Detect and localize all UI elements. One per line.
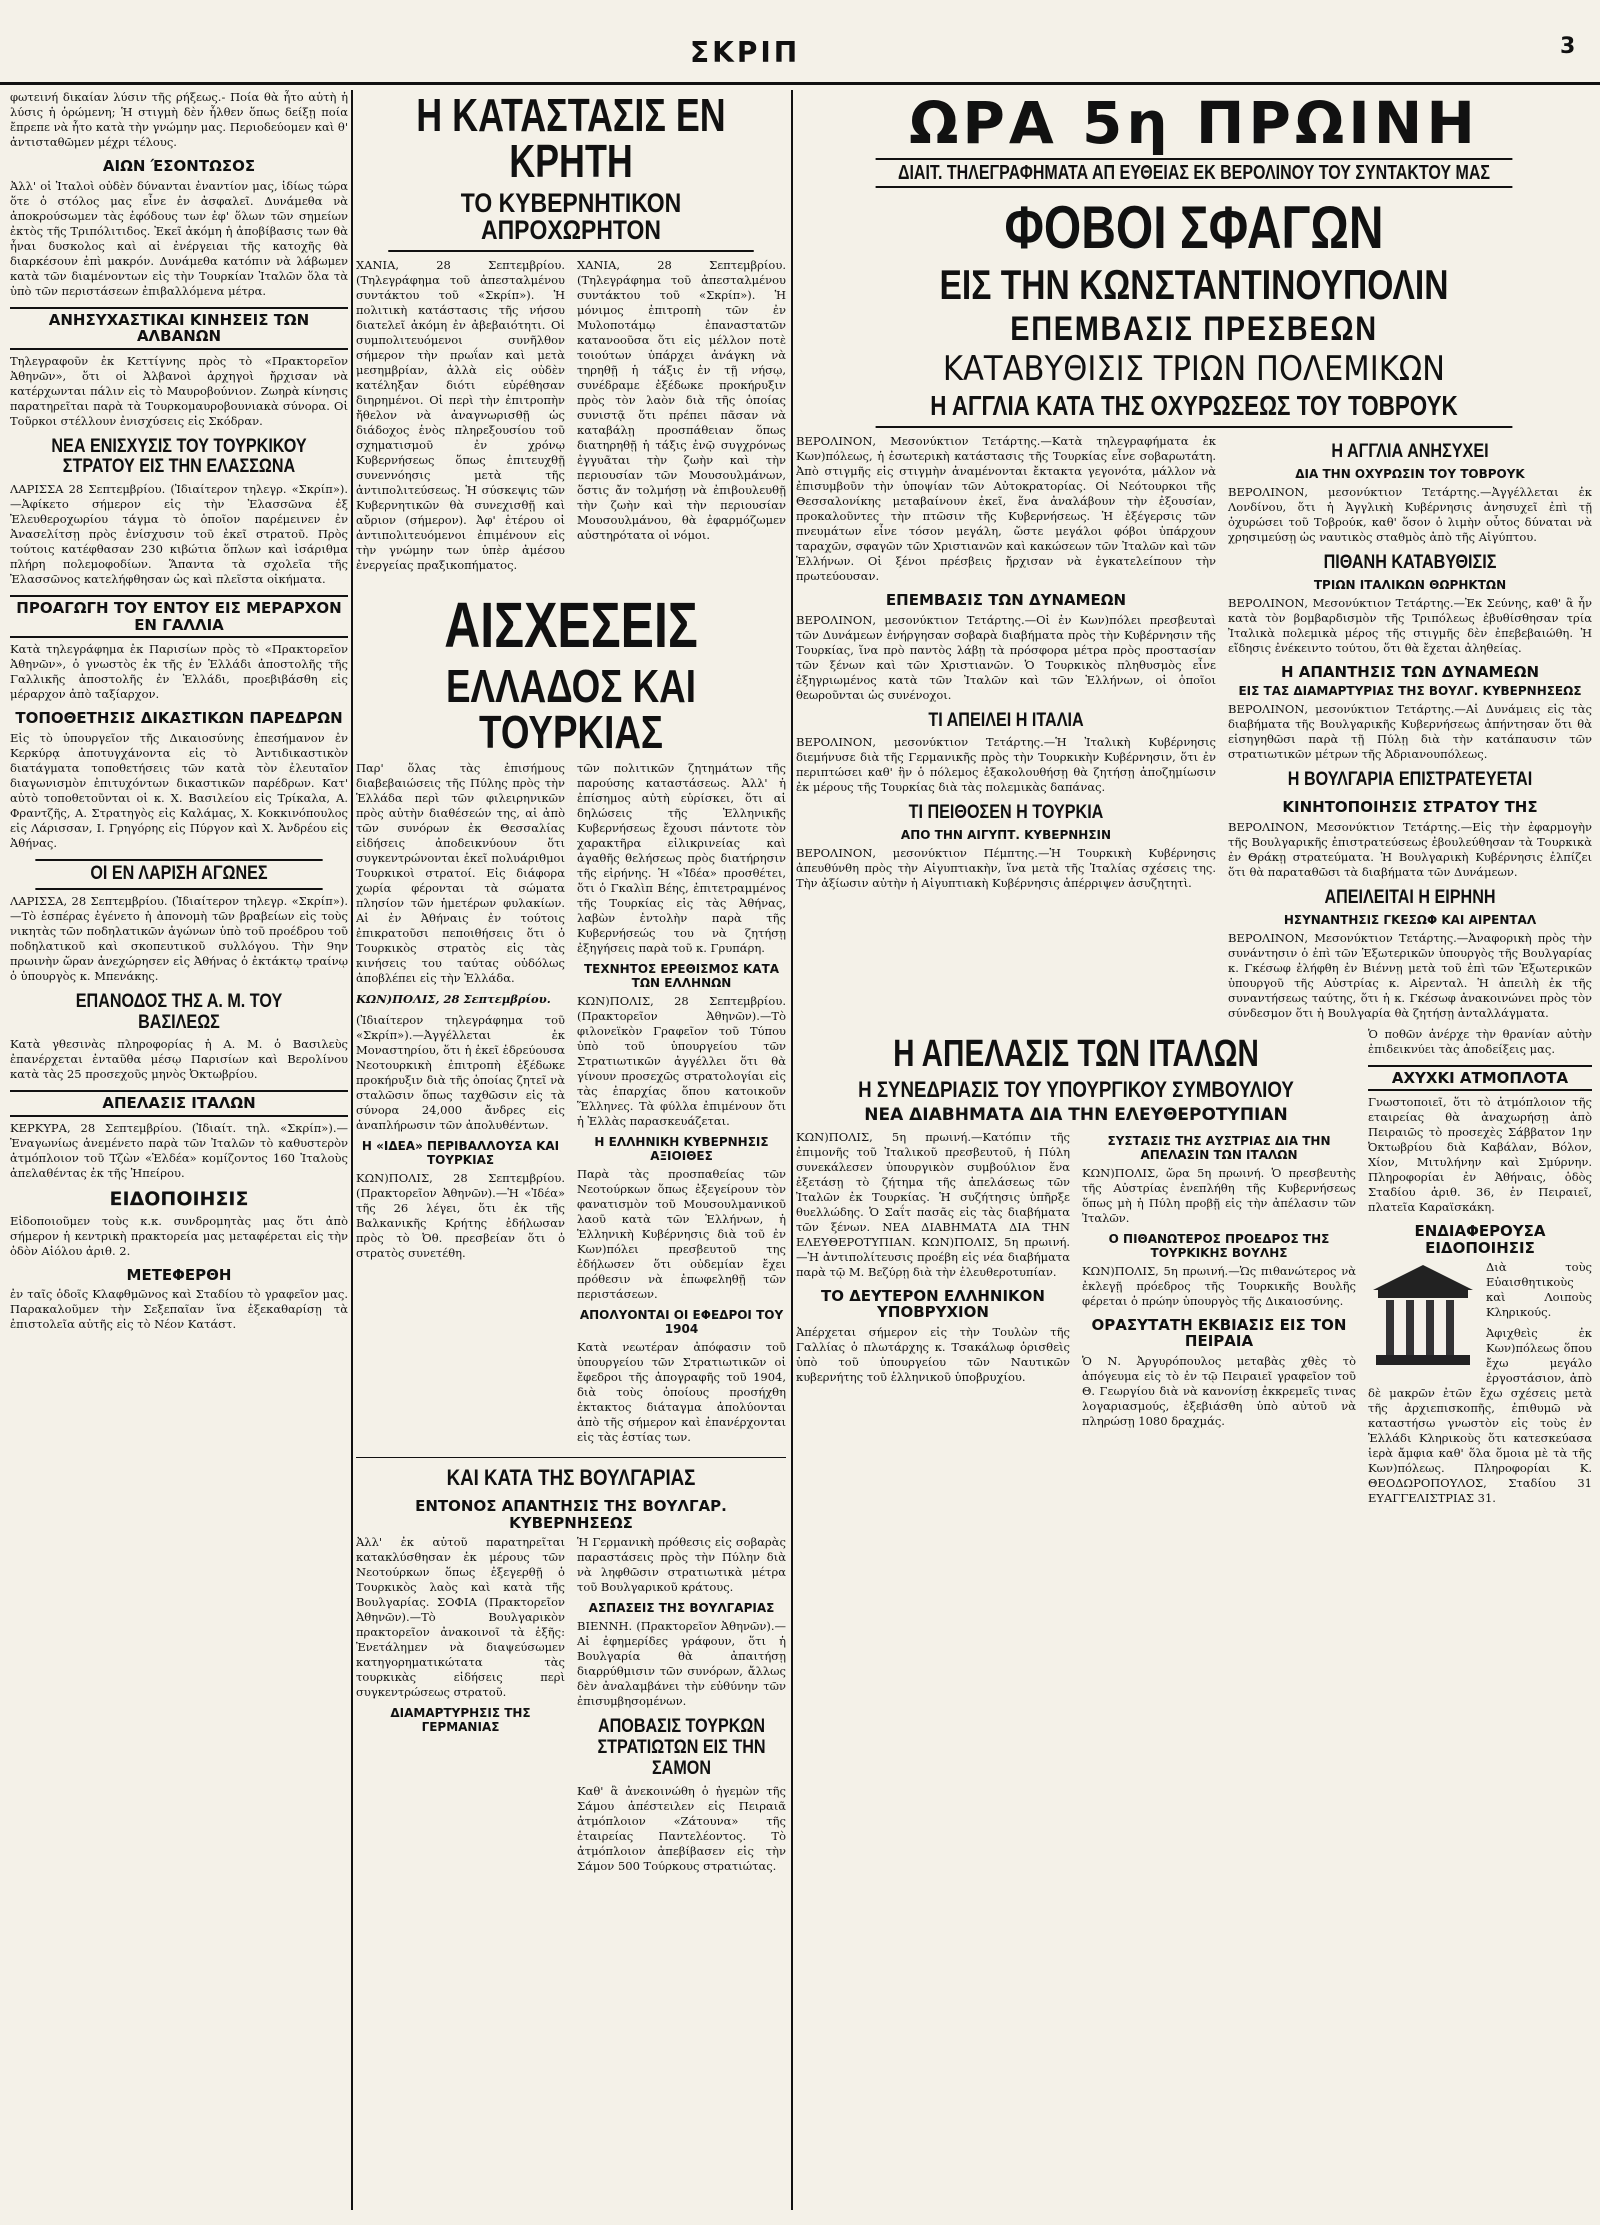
section-heading: ΟΙ ΕΝ ΛΑΡΙΣΗ ΑΓΩΝΕΣ [35,859,322,890]
section-heading: ΚΑΙ ΚΑΤΑ ΤΗΣ ΒΟΥΛΓΑΡΙΑΣ [446,1465,696,1490]
column-right [796,90,1592,2210]
article-text: Καθ' ἃ ἀνεκοινώθη ὁ ἠγεμὼν τῆς Σάμου ἀπέστειλεν εἰς Πειραιᾶ ἀτμόπλοιον «Ζάτουνα» τῆς ἑταιρείας Παντελέοντος. Τὸ ἀτμόπλοιον ἀπεβίβασεν εἰς τὴν Σάμον 500 Τούρκους στρατιώτας. [577,1783,786,1873]
article-text: Ὁ Ν. Ἀργυρόπουλος μεταβὰς χθὲς τὸ ἀπόγευμα εἰς τὸ ἐν τῷ Πειραιεῖ γραφεῖον τοῦ Θ. Γεωργίου διὰ νὰ κανονίσῃ ἐκκρεμεῖς τινας λογαριασμούς, ἐξεβιάσθη ὑπὸ αὐτοῦ νὰ πληρώσῃ 1080 δραχμάς. [1082,1353,1356,1428]
article-text: ΧΑΝΙΑ, 28 Σεπτεμβρίου. (Τηλεγράφημα τοῦ ἀπεσταλμένου συντάκτου τοῦ «Σκρίπ»). Ἡ μόνιμος ἐπιτροπὴ τῶν ἐν Μυλοποτάμῳ ἐπαναστατῶν κατανοοῦσα ὅτι εἰς μέλλον ποτὲ τοιούτων ὑπάρχει ἀνάγκη νὰ τηρηθῇ ἡ τάξις ἐν τῇ νήσῳ, συνέδραμε ἐξέδωκε προκήρυξιν πρὸς τὸν λαὸν διὰ τῆς ὁποίας συνιστᾷ ὅτι πρέπει πᾶσαν νὰ καταβάλῃ προσπάθειαν ὅπως διατηρηθῇ ἡ τάξις ἐνῷ συγχρόνως ἐγγυᾶται τὴν ζωὴν καὶ τὴν περιουσίαν τῶν Μουσουλμάνων, ὅστις ἄν τολμήσῃ νὰ ἐπιβουλευθῇ τὴν ζωὴν καὶ τὴν περιουσίαν Μουσουλμάνου, θὰ ἐφαρμόζωμεν αὐστηρότατα οἱ νόμοι. [577,258,786,542]
article-text: ΒΕΡΟΛΙΝΟΝ, μεσονύκτιον Πέμπτης.—Ἡ Τουρκικὴ Κυβέρνησις ἀπευθύνθη πρὸς τὴν Αἰγυπτιακὴν, ἵνα μετὰ τῆς Ἰταλίας σχέσεις της. Τὴν ἀξίωσιν αὐτὴν ἡ Αἰγυπτιακὴ Κυβέρνησις ἀπέρριψεν ἀσυζητητὶ. [796,846,1216,891]
article-text: Ἀφιχθεὶς ἐκ Κων)πόλεως ὅπου ἔχω μεγάλο ἐργοστάσιον, ἀπὸ δὲ μακρῶν ἐτῶν ἔχω σχέσεις μετὰ τῆς ἀρχιεπισκοπῆς, ἐπιθυμῶ νὰ καταστήσω γνωστὸν εἰς τοὺς ἐν Ἑλλάδι Κληρικοὺς ὅτι κατεσκεύασα ἱερὰ ἄμφια καθ' ὅλα ὅμοια μὲ τὰ τῆς Κων)πόλεως. Πληροφορίαι Κ. ΘΕΟΔΩΡΟΠΟΥΛΟΣ, Σταδίου 31 ΕΥΑΓΓΕΛΙΣΤΡΙΑΣ 31. [1368,1326,1592,1506]
article-text: ΚΕΡΚΥΡΑ, 28 Σεπτεμβρίου. (Ἰδιαίτ. τηλ. «Σκρίπ»).—Ἐναγωνίως ἀνεμένετο παρὰ τῶν Ἰταλῶν τὸ καθυστερὸν ἀτμόπλοιον τοῦ Τζὼν «Ἑλδέα» κομίζοντος 160 Ἰταλοὺς ἀπελαθέντας ἐκ τῆς Ἠπείρου. [10,1120,348,1180]
article-text: ΛΑΡΙΣΣΑ, 28 Σεπτεμβρίου. (Ἰδιαίτερον τηλεγρ. «Σκρίπ»).—Τὸ ἑσπέρας ἐγένετο ἡ ἀπονομὴ τῶν βραβείων εἰς τοὺς νικητὰς τῶν ποδηλατικῶν ἀγώνων ὑπὸ τοῦ προέδρου τοῦ ποδηλατικοῦ καὶ σκοπευτικοῦ συλλόγου. Τὴν 9ην πρωινὴν ὥραν ἀνεχώρησεν εἰς Ἀθήνας ὁ ἐκτάκτῳ τραίνῳ ὁ ὑπουργὸς κ. Μπενάκης. [10,893,348,983]
article-text: Γνωστοποιεῖ, ὅτι τὸ ἀτμόπλοιον τῆς εταιρείας θὰ ἀναχωρήσῃ ἀπὸ Πειραιῶς τὸ προσεχὲς Σάββατον 1ην Ὀκτωβρίου διὰ Καβάλαν, Βόλον, Χίον, Μιτυλήνην καὶ Σμύρνην. Πληροφορίαι ἐν Ἀθήναις, ὁδὸς Σταδίου ἀριθ. 36, ἐν Πειραιεῖ, πλατεῖα Καραϊσκάκη. [1368,1095,1592,1215]
two-column-block [356,761,786,1451]
section-heading: ΤΟ ΔΕΥΤΕΡΟΝ ΕΛΛΗΝΙΚΟΝ ΥΠΟΒΡΥΧΙΟΝ [820,1286,1045,1322]
article-text: Κατὰ γθεσινὰς πληροφορίας ἡ Α. Μ. ὁ Βασιλεὺς ἐπανέρχεται ἐνταῦθα μέσῳ Παρισίων καὶ Βερολίνου κατὰ τὰς 25 προσεχοῦς μηνὸς Ὀκτωβρίου. [10,1037,348,1082]
article-text: φωτεινή δικαίαν λύσιν τῆς ρήξεως.- Ποία θὰ ἦτο αὐτὴ ἡ λύσις ἡ ὁρώμενη; Ἡ στιγμὴ δὲν ἦλθεν ὅπως δείξῃ ποία ἔπρεπε νὰ ἦτο κατὰ τὴν γνώμην μας. Περιοδεύομεν καὶ θ' ἀντισταθῶμεν μέχρι τέλους. [10,90,348,149]
subheadline-government: ΤΟ ΚΥΒΕΡΝΗΤΙΚΟΝ ΑΠΡΟΧΩΡΗΤΟΝ [388,190,754,252]
article-text: Παρὰ τὰς προσπαθείας τῶν Νεοτούρκων ὅπως ἐξεγείρουν τὸν φανατισμὸν τοῦ Μουσουλμανικοῦ λαοῦ κατὰ τῶν Ἑλλήνων, ἡ Ἑλληνικὴ Κυβέρνησις διὰ τοῦ ἐν Κων)πόλει πρεσβευτοῦ της ἐδήλωσεν ὅτι οὐδεμίαν ἔχει πρόθεσιν νὰ ἐπωφεληθῇ τῶν περιστάσεων. [577,1167,786,1301]
headline-fears: ΦΟΒΟΙ ΣΦΑΓΩΝ [1004,194,1384,261]
section-subheading: ΔΙΑ ΤΗΝ ΟΧΥΡΩΣΙΝ ΤΟΥ ΤΟΒΡΟΥΚ [1295,466,1525,481]
headline-crete: Η ΚΑΤΑΣΤΑΣΙΣ ΕΝ ΚΡΗΤΗ [416,90,726,187]
headline-greece-turkey: ΕΛΛΑΔΟΣ ΚΑΙ ΤΟΥΡΚΙΑΣ [446,660,696,758]
section-heading: Η ΕΛΛΗΝΙΚΗ ΚΥΒΕΡΝΗΣΙΣ ΑΞΙΟΙΘΕΣ [594,1135,769,1163]
section-heading: ΔΙΑΜΑΡΤΥΡΗΣΙΣ ΤΗΣ ΓΕΡΜΑΝΙΑΣ [390,1706,531,1735]
newspaper-title: ΣΚΡΙΠ [690,36,801,69]
headline-constantinople: ΕΙΣ ΤΗΝ ΚΩΝΣΤΑΝΤΙΝΟΥΠΟΛΙΝ [939,261,1449,308]
article-text: ΚΩΝ)ΠΟΛΙΣ, 5η πρωινή.—Ὡς πιθανώτερος νὰ ἐκλεγῇ πρόεδρος τῆς Τουρκικῆς Βουλῆς φέρεται ὁ πρώην ὑπουργὸς τῆς Δικαιοσύνης. [1082,1263,1356,1308]
section-heading: Η ΑΠΑΝΤΗΣΙΣ ΤΩΝ ΔΥΝΑΜΕΩΝ [1280,662,1540,681]
section-heading: ΑΠΕΙΛΕΙΤΑΙ Η ΕΙΡΗΝΗ [1324,886,1496,908]
section-heading: ΠΙΘΑΝΗ ΚΑΤΑΒΥΘΙΣΙΣ [1323,551,1497,573]
article-text: ΒΕΡΟΛΙΝΟΝ, Μεσονύκτιον Τετάρτης.—Ἐκ Σεύνης, καθ' ἃ ἦν κατὰ τὸν βομβαρδισμὸν τῆς Τριπόλεως ἐβυθίσθησαν τρία Ἰταλικὰ πολεμικὰ μέρος τῆς στιγμῆς δὲν ἐπεβεβαιώθη. Ἡ εἴδησις ἐνέκειντο τούτου, ὅτι θὰ ἔχεται ἀληθείας. [1228,595,1592,655]
section-subheading: ΗΣΥΝΑΝΤΗΣΙΣ ΓΚΕΣΩΦ ΚΑΙ ΑΙΡΕΝΤΑΛ [1283,912,1537,927]
headline-time: ΩΡΑ 5η ΠΡΩΙΝΗ [909,90,1479,157]
article-text: τῶν πολιτικῶν ζητημάτων τῆς παρούσης καταστάσεως. Ἀλλ' ἡ ἐπίσημος αὐτὴ εὑρίσκει, ὅτι αἱ δηλώσεις τῆς Ἑλληνικῆς Κυβερνήσεως ἔχουσι πάντοτε τὸν χαρακτῆρα εἰλικρινείας καὶ ἀγαθῆς θελήσεως πρὸς διατήρησιν τῆς εἰρήνης. Ἡ «Ἰδέα» προσθέτει, ὅτι ὁ Γκαλὶπ Βέης, ἐπιτετραμμένος τῆς Τουρκίας εἰς τὰς Ἀθήνας, λαβὼν ἐντολὴν παρὰ τῆς Κυβερνήσεώς του νὰ ζητήσῃ ἐξηγήσεις παρὰ τοῦ κ. Γρυπάρη. [577,761,786,955]
section-heading: ΤΙ ΑΠΕΙΛΕΙ Η ΙΤΑΛΙΑ [928,709,1084,731]
section-heading: ΤΟΠΟΘΕΤΗΣΙΣ ΔΙΚΑΣΤΙΚΩΝ ΠΑΡΕΔΡΩΝ [15,709,343,728]
section-heading: Η ΒΟΥΛΓΑΡΙΑ ΕΠΙΣΤΡΑΤΕΥΕΤΑΙ [1287,769,1533,791]
article-text: Ἀλλ' οἱ Ἰταλοὶ οὐδὲν δύνανται ἐναντίον μας, ἰδίως τώρα ὅτε ὁ στόλος μας εἶνε ἐν ἀσφαλεῖ. Δυνάμεθα νὰ ἀποκρούσωμεν τὰς ἐφόδους των ἐφ' ὅλων τῶν σημείων ἐκτὸς τῆς Τριπόλιτιδος. Ἐκεῖ ἀκόμη ἡ ἀποβίβασις των θὰ ἦναι δυσκολος καὶ αἱ ἐνέργειαι τῆς κατοχῆς θὰ διαρκέσουν ἐπὶ μακρόν. Δυνάμεθα κατόπιν νὰ λάβωμεν κατὰ τῶν διαμένοντων εἰς τὴν Τουρκίαν Ἰταλῶν ὅλα τὰ ὑπὸ τῶν περιστάσεων ἐπιβαλλόμενα μέτρα. [10,178,348,298]
headline-press: ΝΕΑ ΔΙΑΒΗΜΑΤΑ ΔΙΑ ΤΗΝ ΕΛΕΥΘΕΡΟΤΥΠΙΑΝ [864,1104,1288,1125]
article-text: Ἀπέρχεται σήμερον εἰς τὴν Τουλὼν τῆς Γαλλίας ὁ πλωτάρχης κ. Τσακάλωφ ὁρισθεὶς ὑπὸ τοῦ ὑπουργείου τῶν Ναυτικῶν κυβερνήτης τοῦ ἑλληνικοῦ ὑποβρυχίου. [796,1324,1070,1384]
column-middle [356,90,786,2210]
section-heading: ΣΥΣΤΑΣΙΣ ΤΗΣ ΑΥΣΤΡΙΑΣ ΔΙΑ ΤΗΝ ΑΠΕΛΑΣΙΝ ΤΩΝ ΙΤΑΛΩΝ [1107,1133,1331,1162]
section-heading: ΕΠΑΝΟΔΟΣ ΤΗΣ Α. Μ. ΤΟΥ ΒΑΣΙΛΕΩΣ [75,990,283,1033]
section-heading: ΕΝΤΟΝΟΣ ΑΠΑΝΤΗΣΙΣ ΤΗΣ ΒΟΥΛΓΑΡ. ΚΥΒΕΡΝΗΣΕΩΣ [415,1497,727,1532]
article-text: Εἰς τὸ ὑπουργεῖον τῆς Δικαιοσύνης ἐπεσήμανον ἐν Κερκύρᾳ ἀποτυγχάνοντα εἰς τὸ Ἀντιδικαστικὸν διατάγματα τοποθετήσεις τῶν κατὰ τὸν ἐλευταῖον διαγωνισμὸν ἐπιτυχόντων δικαστικῶν παρέδρων. Κατ' αὐτὸ τοποθετοῦνται οἱ κ. Χ. Βασιλείου εἰς Τρίκαλα, Α. Φραντζῆς, Α. Στρατηγὸς εἰς Καλάμας, Χ. Κοκκινόπουλος εἰς Λάρισσαν, Ι. Γρηγόρης εἰς Πύργον καὶ Χ. Ἀνδρέου εἰς Ἀθήνας. [10,730,348,850]
section-heading: ΤΙ ΠΕΙΘΟΣΕΝ Η ΤΟΥΡΚΙΑ [908,802,1104,824]
section-heading: Η «ΙΔΕΑ» ΠΕΡΙΒΑΛΛΟΥΣΑ ΚΑΙ ΤΟΥΡΚΙΑΣ [361,1139,560,1167]
section-heading: ΠΡΟΑΓΩΓΗ ΤΟΥ ΕΝΤΟΥ ΕΙΣ ΜΕΡΑΡΧΟΝ ΕΝ ΓΑΛΛΙΑ [10,595,348,638]
section-heading: ΑΠΟΒΑΣΙΣ ΤΟΥΡΚΩΝ ΣΤΡΑΤΙΩΤΩΝ ΕΙΣ ΤΗΝ ΣΑΜΟΝ [597,1716,766,1779]
section-subheading: ΕΙΣ ΤΑΣ ΔΙΑΜΑΡΤΥΡΙΑΣ ΤΗΣ ΒΟΥΛΓ. ΚΥΒΕΡΝΗΣΕΩΣ [1238,684,1582,699]
section-heading: ΑΙΩΝ ΈΣΟΝΤΩΣΟΣ [102,157,256,175]
article-text: (Ἰδιαίτερον τηλεγράφημα τοῦ «Σκρίπ»).—Ἀγγέλλεται ἐκ Μοναστηρίου, ὅτι ἡ ἐκεῖ ἑδρεύουσα Νεοτουρκικὴ ἐπιτροπὴ ἐξέδωκε προκήρυξιν διὰ τῆς ὁποίας ζητεῖ νὰ σταλῶσιν ὅπως ταχθῶσιν εἰς τὰ σύνορα 24,000 ἄνδρες εἰς ἀναπλήρωσιν τῶν ἀπολυθέντων. [356,1013,565,1132]
article-text: ΚΩΝ)ΠΟΛΙΣ, 28 Σεπτεμβρίου. (Πρακτορεῖον Ἀθηνῶν).—Ἡ «Ἰδέα» τῆς 26 λέγει, ὅτι ἐκ τῆς Βαλκανικῆς Κρήτης ἐδήλωσαν πρὸς τὸ Ὀθ. πρεσβείαν ὅτι ὁ στρατὸς συνετέθη. [356,1171,565,1260]
article-text: Κατὰ νεωτέραν ἀπόφασιν τοῦ ὑπουργείου τῶν Στρατιωτικῶν οἱ ἔφεδροι τῆς ἀπογραφῆς τοῦ 1904, διὰ τοὺς ὁποίους προσήχθη ἐκτακτος διάταγμα ἀπολύονται ἀπὸ τῆς σήμερον καὶ ἐπανέρχονται εἰς τὰς ἑστίας των. [577,1340,786,1444]
section-subheading: ΚΙΝΗΤΟΠΟΙΗΣΙΣ ΣΤΡΑΤΟΥ ΤΗΣ [1282,798,1538,817]
two-column-block [356,258,786,579]
telegram-banner: ΔΙΑΙΤ. ΤΗΛΕΓΡΑΦΗΜΑΤΑ ΑΠ ΕΥΘΕΙΑΣ ΕΚ ΒΕΡΟΛΙΝΟΥ ΤΟΥ ΣΥΝΤΑΚΤΟΥ ΜΑΣ [876,158,1513,188]
article-text: ΒΕΡΟΛΙΝΟΝ, Μεσονύκτιον Τετάρτης.—Ἀναφορικὴ πρὸς τὴν συνάντησιν ὁ ἐπὶ τῶν Ἐξωτερικῶν ὑπουργὸς τῆς Βουλγαρίας κ. Γκέσωφ ἐλήφθη ἐν Βιέννῃ μετὰ τοῦ ἐπὶ τῶν Ἐξωτερικῶν ὑπουργοῦ τῆς Αὐστρίας κ. Αἰρενταλ. Ἡ ἀπειλὴ ἐκ τῆς συναντήσεως ταύτης, ὅτι ἡ κ. Γκέσωφ ἀνακοινώνει πρὸς τὸν σύνδεσμον ὅτι ἡ Βουλγαρία θὰ ζητήσῃ ἀνταλλάγματα. [1228,930,1592,1020]
article-text: Διὰ τοὺς Εὐαισθητικοὺς καὶ Λοιποὺς Κληρικούς. [1486,1260,1592,1320]
headline-expulsion: Η ΑΠΕΛΑΣΙΣ ΤΩΝ ΙΤΑΛΩΝ [893,1032,1259,1075]
two-column-block [796,1130,1356,1435]
section-heading: ΕΠΕΜΒΑΣΙΣ ΤΩΝ ΔΥΝΑΜΕΩΝ [885,591,1127,609]
column-rule [791,90,793,2210]
article-text: ΒΕΡΟΛΙΝΟΝ, μεσονύκτιον Τετάρτης.—Οἱ ἐν Κων)πόλει πρεσβευταὶ τῶν Δυνάμεων ἐνήργησαν σοβαρὰ διαβήματα πρὸς τὴν Κυβέρνησιν τῆς Τουρκίας, ἵνα πρὸ παντὸς λάβῃ τὰ πρόσφορα μέτρα πρὸς προστασίαν τῶν ξένων καὶ τῶν Χριστιανῶν. Ὁ Τουρκικὸς πληθυσμὸς εἶνε ἐξηγριωμένος κατὰ τῶν Ἰταλῶν καὶ τῶν Ἑλλήνων, οἱ ὁποῖοι θεωροῦνται ὡς συνένοχοι. [796,612,1216,702]
article-text: ἐν ταῖς ὁδοῖς Κλαφθμῶνος καὶ Σταδίου τὸ γραφεῖον μας. Παρακαλοῦμεν τὴν Σεξεπαῖαν ἵνα ἐξεκαθαρίσῃ τὰ ἐπιστολεῖα αὐτῆς εἰς τὸ Νέον Κατάστ. [10,1287,348,1332]
section-subheading: ΤΡΙΩΝ ΙΤΑΛΙΚΩΝ ΘΩΡΗΚΤΩΝ [1313,577,1507,592]
headline-relations: ΑΙΣΧΕΣΕΙΣ [444,589,698,661]
section-heading: ΜΕΤΕΦΕΡΘΗ [126,1265,232,1284]
section-heading: ΟΡΑΣΥΤΑΤΗ ΕΚΒΙΑΣΙΣ ΕΙΣ ΤΟΝ ΠΕΙΡΑΙΑ [1091,1315,1347,1351]
section-heading: Η ΑΓΓΛΙΑ ΑΝΗΣΥΧΕΙ [1331,441,1489,462]
article-text: Ἡ Γερμανικὴ πρόθεσις εἰς σοβαρὰς παραστάσεις πρὸς τὴν Πύλην διὰ νὰ ληφθῶσιν στρατιωτικὰ μέτρα τοῦ Βουλγαρικοῦ κράτους. [577,1535,786,1595]
article-text: ΛΑΡΙΣΣΑ 28 Σεπτεμβρίου. (Ἰδιαίτερον τηλεγρ. «Σκρίπ»).—Ἀφίκετο σήμερον εἰς τὴν Ἐλασσῶνα ἐξ Ἐλευθεροχωρίου τάγμα τὸ ὁποῖον παρέμεινεν ἐν Ἀνασελίτσῃ πρὸς ἐνίσχυσιν τοῦ ἐκεῖ στρατοῦ. Πρὸς τούτοις κατέφθασαν 230 κιβώτια ὅπλων καὶ ἰσάριθμα πλήρη πολεμοφοδίων. Ἅπαντα τὰ σχολεῖα τῆς Ἐλασσῶνος κατελήφθησαν ὡς καὶ πλεῖστα οἰκήματα. [10,482,348,587]
article-text: ΚΩΝ)ΠΟΛΙΣ, ὥρα 5η πρωινή. Ὁ πρεσβευτὴς τῆς Αὐστρίας ἐνεπλήθη τῆς Κυβερνήσεως ὅπως μὴ ἡ Πύλη προβῇ εἰς τὴν ἀπέλασιν τῶν Ἰταλῶν. [1082,1165,1356,1225]
section-heading: ΝΕΑ ΕΝΙΣΧΥΣΙΣ ΤΟΥ ΤΟΥΡΚΙΚΟΥ ΣΤΡΑΤΟΥ ΕΙΣ ΤΗΝ ΕΛΑΣΣΩΝΑ [51,435,307,478]
article-text: Κατὰ τηλεγράφημα ἐκ Παρισίων πρὸς τὸ «Πρακτορεῖον Ἀθηνῶν», ὁ γνωστὸς ἐκ τῆς ἐν Ἑλλάδι ἀποστολῆς τῆς Γαλλικῆς ἀποστολῆς ἐν Ἑλλάδι, προεβιβάσθη εἰς μέραρχον ἀπὸ ταξίαρχον. [10,642,348,702]
two-column-block [796,434,1592,1027]
article-text: ΒΕΡΟΛΙΝΟΝ, μεσονύκτιον Τετάρτης.—Αἱ Δυνάμεις εἰς τὰς διαβήματα τῆς Βουλγαρικῆς Κυβερνήσεως ἀπήντησαν ὅτι θὰ εἰσηγηθῶσι παρὰ τῇ Πύλῃ διὰ τὴν κατάπαυσιν τῶν στρατιωτικῶν μέτρων τῆς Ἀδριανουπόλεως. [1228,702,1592,762]
article-text: ΧΑΝΙΑ, 28 Σεπτεμβρίου. (Τηλεγράφημα τοῦ ἀπεσταλμένου συντάκτου τοῦ «Σκρίπ»). Ἡ πολιτικὴ κατάστασις τῆς νήσου διατελεῖ ἀκόμη ἐν ἀβεβαιότητι. Οἱ συμπολιτευόμενοι συνῆλθον σήμερον τὴν πρωΐαν καὶ μετὰ μεσημβρίαν, ἀλλὰ εἰς οὐδὲν κατέληξαν διότι εὑρέθησαν διηρημένοι. Οἱ περὶ τὴν ἐπιτροπὴν ἤθελον νὰ ἀναγνωρισθῇ ὡς διάδοχος ἑνὸς πληρεξουσίου τοῦ σχηματισμοῦ ἐν χρόνῳ Κυβερνήσεως ὅπως ἐπιτευχθῇ συνεννόησις μετὰ τῆς ἀντιπολιτεύσεως. Ἡ σύσκεψις τῶν Κυβερνητικῶν θὰ συνεχισθῇ καὶ αὔριον (σήμερον). Ἀφ' ἑτέρου οἱ ἀντιπολιτευόμενοι ἐπιμένουν εἰς τὴν γνώμην των ὑπὲρ ἀμέσου ἐνεργείας πραξικοπήματος. [356,258,565,572]
article-text: Παρ' ὅλας τὰς ἐπισήμους διαβεβαιώσεις τῆς Πύλης πρὸς τὴν Ἑλλάδα περὶ τῶν φιλειρηνικῶν πρὸς αὐτὴν διαθέσεών της, αἱ ἀπὸ τῶν συνόρων ἐκ Θεσσαλίας εἰδήσεις ἀποδεικνύουν ὅτι συγκεντρώνονται ἐκεῖ πολυάριθμοι Τουρκικοὶ στρατοί. Εἰς διάφορα χωρία φέρονται τὰ σώματα πλησίον τῶν ἡμετέρων φυλακίων. Αἱ ἐν Ἀθήναις ἐν τούτοις ἐπικρατοῦσι πεποιθήσεις ὅτι ὁ Τουρκικὸς στρατὸς εἰς τὰς κινήσεις του ταύτας οὐδόλως ἀποβλέπει εἰς τὴν Ἑλλάδα. [356,761,565,985]
two-column-block [356,1535,786,1880]
article-text: Εἰδοποιοῦμεν τοὺς κ.κ. συνδρομητὰς μας ὅτι ἀπὸ σήμερον ἡ κεντρικὴ πρακτορεία μας μεταφέρεται εἰς τὴν ὁδὸν Αἰόλου ἀριθ. 2. [10,1213,348,1258]
section-heading: ΕΙΔΟΠΟΙΗΣΙΣ [109,1187,249,1210]
page-number: 3 [1560,34,1576,59]
article-text: ΒΕΡΟΛΙΝΟΝ, μεσονύκτιον Τετάρτης.—Ἡ Ἰταλικὴ Κυβέρνησις διεμήνυσε διὰ τῆς Γερμανικῆς πρὸς τὴν Τουρκικὴν Κυβέρνησιν, ὅτι ἐν περιπτώσει καθ' ἣν ὁ πόλεμος ἐξακολουθήσῃ θὰ ζητήσῃ ἀποζημίωσιν ἐκ μέρους τῆς Τουρκίας διὰ τὰς πολεμικὰς δαπάνας. [796,735,1216,795]
article-text: ΒΕΡΟΛΙΝΟΝ, Μεσονύκτιον Τετάρτης.—Εἰς τὴν ἐφαρμογὴν τῆς Βουλγαρικῆς ἐπιστρατεύσεως ἐβουλεύθησαν τὰ Τουρκικὰ ἐν Θράκῃ στρατεύματα. Ἡ Βουλγαρικὴ Κυβέρνησις ἐλπίζει ὅτι θὰ παραταθῶσι τὰ διαβήματα τῶν Δυνάμεων. [1228,819,1592,879]
article-text: ΒΕΡΟΛΙΝΟΝ, Μεσονύκτιον Τετάρτης.—Κατὰ τηλεγραφήματα ἐκ Κων)πόλεως, ἡ ἐσωτερικὴ κατάστασις τῆς Τουρκίας εἶνε σοβαρωτάτη. Ἀπὸ στιγμῆς εἰς στιγμὴν ἀναμένονται ἔκτακτα γεγονότα, μάλλον νὰ ἐπισυμβοῦν τὴν ὑποψίαν τῶν Αὐτοκρατορίας. Οἱ Νεότουρκοι τῆς Θεσσαλονίκης μεταβαίνουν ἐκεῖ, ἕνα ἀναλάβουν τὴν ἐξουσίαν, προκαλοῦντες τὴν πτῶσιν τῆς Κυβερνήσεως. Ἡ ἐξέγερσις τῶν πνευμάτων εἶνε τόσον μεγάλη, ὥστε μεγάλοι φόβοι ὑπάρχουν ταραχῶν, σφαγῶν τῶν Χριστιανῶν καὶ κακώσεων τῶν Ἰταλῶν καὶ τῶν Ἑλλήνων. Οἱ ξένοι πρέσβεις ἤρχισαν νὰ ἐγκατελείπουν τὴν πρωτεύουσαν. [796,434,1216,583]
headline-council: Η ΣΥΝΕΔΡΙΑΣΙΣ ΤΟΥ ΥΠΟΥΡΓΙΚΟΥ ΣΥΜΒΟΥΛΙΟΥ [858,1076,1294,1102]
section-heading: ΑΠΟΛΥΟΝΤΑΙ ΟΙ ΕΦΕΔΡΟΙ ΤΟΥ 1904 [579,1308,784,1336]
article-text: ΚΩΝ)ΠΟΛΙΣ, 5η πρωινή.—Κατόπιν τῆς ἐπιμονῆς τοῦ Ἰταλικοῦ πρεσβευτοῦ, ἡ Πύλη συνεκάλεσεν ὑπουργικὸν συμβούλιον ἕνα ἐξετάσῃ τὸ ζήτημα τῆς ἀπελάσεως τῶν Ἰταλῶν ἐκ Τουρκίας. Ἡ συζήτησις ὑπῆρξε θυελλώδης. Ὁ Σαΐτ πασᾶς εἰς τὰς διαβήματα τῶν ξένων. ΝΕΑ ΔΙΑΒΗΜΑΤΑ ΔΙΑ ΤΗΝ ΕΛΕΥΘΕΡΟΤΥΠΙΑΝ. ΚΩΝ)ΠΟΛΙΣ, 5η πρωινή.—Ἡ ἀντιπολίτευσις προέβη εἰς νέα διαβήματα παρὰ τῷ Μ. Βεζύρῃ διὰ τὴν ἐλευθεροτυπίαν. [796,1129,1070,1279]
section-heading: ΕΝΔΙΑΦΕΡΟΥΣΑ ΕΙΔΟΠΟΙΗΣΙΣ [1414,1222,1546,1257]
article-text: ΚΩΝ)ΠΟΛΙΣ, 28 Σεπτεμβρίου. (Πρακτορεῖον Ἀθηνῶν).—Τὸ φιλονεϊκὸν Γραφεῖον τοῦ Τύπου ὑπὸ τοῦ ὑπουργείου τῶν Στρατιωτικῶν ἀγγέλλει ὅτι θὰ γίνουν προσεχῶς στρατολογίαι εἰς τὰς ἐπαρχίας ὅπου κατοικοῦν Ἕλληνες. Τὰ φύλλα ἐπιμένουν ὅτι ἡ Ἑλλὰς παρασκευάζεται. [577,994,786,1128]
dateline: ΚΩΝ)ΠΟΛΙΣ, 28 Σεπτεμβρίου. [356,992,551,1006]
headline-sinking: ΚΑΤΑΒΥΘΙΣΙΣ ΤΡΙΩΝ ΠΟΛΕΜΙΚΩΝ [942,349,1446,389]
column-rule [351,90,353,2210]
article-text: Ὁ ποθῶν ἀνέρχε τὴν θρανίαν αὐτὴν ἐπιδεικνύει τὰς ἀποδείξεις μας. [1368,1026,1592,1056]
section-heading: ΑΠΕΛΑΣΙΣ ΙΤΑΛΩΝ [10,1090,348,1117]
headline-england: Η ΑΓΓΛΙΑ ΚΑΤΑ ΤΗΣ ΟΧΥΡΩΣΕΩΣ ΤΟΥ ΤΟΒΡΟΥΚ [876,392,1513,428]
section-heading: ΑΣΠΑΣΕΙΣ ΤΗΣ ΒΟΥΛΓΑΡΙΑΣ [588,1601,775,1616]
two-column-block [796,1027,1592,1513]
temple-illustration [1368,1260,1478,1370]
section-heading: ΑΧΥΧΚΙ ΑΤΜΟΠΛΟΤΑ [1368,1065,1592,1092]
section-subheading: ΑΠΟ ΤΗΝ ΑΙΓΥΠΤ. ΚΥΒΕΡΝΗΣΙΝ [900,828,1112,843]
section-heading: ΑΝΗΣΥΧΑΣΤΙΚΑΙ ΚΙΝΗΣΕΙΣ ΤΩΝ ΑΛΒΑΝΩΝ [10,307,348,350]
headline-intervention: ΕΠΕΜΒΑΣΙΣ ΠΡΕΣΒΕΩΝ [1010,310,1378,348]
masthead [0,30,1600,85]
section-heading: Ο ΠΙΘΑΝΩΤΕΡΟΣ ΠΡΟΕΔΡΟΣ ΤΗΣ ΤΟΥΡΚΙΚΗΣ ΒΟΥΛΗΣ [1108,1231,1330,1260]
article-text: ΒΙΕΝΝΗ. (Πρακτορεῖον Ἀθηνῶν).—Αἱ ἐφημερίδες γράφουν, ὅτι ἡ Βουλγαρία θὰ ἀπαιτήσῃ διαρρύθμισιν τῶν συνόρων, ἄλλως δὲν ἀναλαμβάνει τὴν εὐθύνην τῶν ἐπισυμβησομένων. [577,1619,786,1709]
section-heading: ΤΕΧΝΗΤΟΣ ΕΡΕΘΙΣΜΟΣ ΚΑΤΑ ΤΩΝ ΕΛΛΗΝΩΝ [583,962,780,990]
article-text: ΒΕΡΟΛΙΝΟΝ, μεσονύκτιον Τετάρτης.—Ἀγγέλλεται ἐκ Λονδίνου, ὅτι ἡ Ἀγγλικὴ Κυβέρνησις ἀνησυχεῖ ἐπὶ τῇ ὀχυρώσει τοῦ Τοβρούκ, καθ' ὅσον ὁ λιμὴν οὗτος δύναται νὰ χρησιμεύσῃ ὡς ναυτικὸς σταθμὸς ἀπὸ τῆς Αἰγύπτου. [1228,484,1592,544]
column-left [10,90,348,2210]
article-text: Τηλεγραφοῦν ἐκ Κεττίγνης πρὸς τὸ «Πρακτορεῖον Ἀθηνῶν», ὅτι οἱ Ἀλβανοὶ ἀρχηγοὶ ἤρχισαν νὰ κατέρχωνται πάλιν εἰς τὸ Μαυροβούνιον. Ζωηρὰ κίνησις παρατηρεῖται παρὰ τὰ Τουρκομαυροβουνιακὰ σύνορα. Οἱ Τοῦρκοι στέλλουν ἐνισχύσεις εἰς Σκόδραν. [10,353,348,428]
article-text: Ἀλλ' ἐκ αὐτοῦ παρατηρεῖται κατακλύσθησαν ἐκ μέρους τῶν Νεοτούρκων ὅπως ἐξεγερθῇ ὁ Τουρκικὸς λαὸς καὶ κατὰ τῆς Βουλγαρίας. ΣΟΦΙΑ (Πρακτορεῖον Ἀθηνῶν).—Τὸ Βουλγαρικὸν πρακτορεῖον ἀνακοινοῖ τὰ ἑξῆς: Ἐνετάλημεν νὰ διαψεύσωμεν κατηγορηματικώτατα τὰς τουρκικὰς εἰδήσεις περὶ συγκεντρώσεως στρατοῦ. [356,1535,565,1700]
